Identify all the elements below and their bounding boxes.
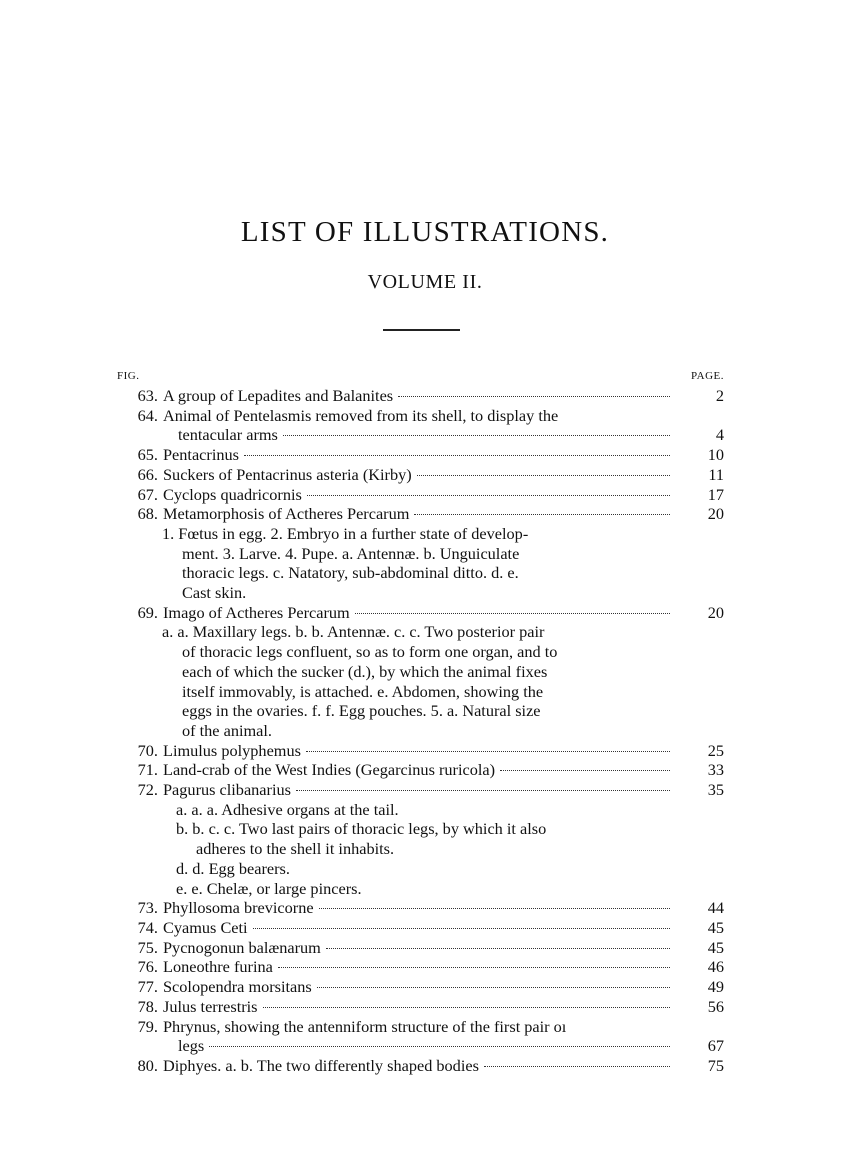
figure-caption — [163, 780, 676, 800]
description-line: of the animal. — [182, 720, 272, 740]
dot-leader — [500, 770, 670, 771]
description-line: thoracic legs. c. Natatory, sub-abdominal ditto. d. e. — [182, 563, 519, 583]
figure-number: 77. — [137, 977, 158, 997]
figure-number: 71. — [137, 760, 158, 780]
figure-caption — [163, 504, 676, 524]
title-rule — [383, 329, 460, 331]
page-number: 46 — [707, 957, 724, 977]
figure-caption — [163, 1017, 676, 1056]
page-number: 44 — [707, 898, 724, 918]
figure-number: 78. — [137, 996, 158, 1016]
figure-number: 68. — [137, 504, 158, 524]
dot-leader — [317, 987, 670, 988]
description-line: e. e. Chelæ, or large pincers. — [176, 878, 362, 898]
dot-leader — [263, 1007, 670, 1008]
page-number: 4 — [715, 425, 724, 445]
list-item — [128, 485, 724, 505]
caption-line: Phyllosoma brevicorne — [163, 898, 314, 918]
page-number: 45 — [707, 917, 724, 937]
figure-number: 73. — [137, 898, 158, 918]
dot-leader — [278, 967, 670, 968]
list-item — [128, 465, 724, 485]
caption-line: Phrynus, showing the antenniform structure of the first pair oı — [163, 1016, 567, 1036]
list-item — [128, 977, 724, 997]
dot-leader — [283, 435, 670, 436]
figure-number: 63. — [137, 386, 158, 405]
caption-line: Imago of Actheres Percarum — [163, 602, 350, 622]
list-item — [128, 504, 724, 603]
dot-leader — [209, 1046, 670, 1047]
figure-caption — [163, 760, 676, 780]
page-number: 33 — [707, 760, 724, 780]
figure-number: 75. — [137, 937, 158, 957]
figure-description — [128, 524, 724, 603]
description-line: eggs in the ovaries. f. f. Egg pouches. 5. a. Natural size — [182, 701, 541, 721]
description-line: 1. Fœtus in egg. 2. Embryo in a further state of develop- — [162, 523, 529, 543]
caption-line: legs — [178, 1036, 205, 1056]
page-title: LIST OF ILLUSTRATIONS. — [240, 216, 610, 248]
figure-number: 65. — [137, 445, 158, 465]
description-line: each of which the sucker (d.), by which the animal fixes — [182, 661, 548, 681]
list-item — [128, 445, 724, 465]
figure-caption — [163, 406, 676, 445]
caption-line: Cyclops quadricornis — [163, 484, 302, 504]
list-item — [128, 760, 724, 780]
caption-line: A group of Lepadites and Balanites — [163, 386, 394, 405]
list-item — [128, 741, 724, 761]
dot-leader — [326, 948, 670, 949]
figure-caption — [163, 938, 676, 958]
figure-number: 72. — [137, 780, 158, 800]
figure-caption — [163, 445, 676, 465]
list-item — [128, 957, 724, 977]
list-item — [128, 780, 724, 898]
dot-leader — [244, 455, 670, 456]
page-number: 45 — [707, 937, 724, 957]
figure-caption — [163, 603, 676, 623]
page-number: 56 — [707, 996, 724, 1016]
description-line: of thoracic legs confluent, so as to form one organ, and to — [182, 642, 558, 662]
page-number: 2 — [715, 386, 724, 405]
figure-caption — [163, 465, 676, 485]
page-number: 49 — [707, 977, 724, 997]
caption-line: tentacular arms — [178, 425, 278, 445]
figure-caption — [163, 997, 676, 1017]
page-number: 20 — [707, 602, 724, 622]
dot-leader — [306, 751, 670, 752]
caption-line: Animal of Pentelasmis removed from its shell, to display the — [163, 405, 559, 425]
figure-caption — [163, 485, 676, 505]
figure-description — [128, 800, 724, 899]
page-number: 20 — [707, 504, 724, 524]
figure-number: 67. — [137, 484, 158, 504]
description-line: Cast skin. — [182, 583, 247, 603]
figure-number: 64. — [137, 405, 158, 425]
caption-line: Limulus polyphemus — [163, 740, 301, 760]
list-item — [128, 1017, 724, 1056]
description-line: adheres to the shell it inhabits. — [196, 839, 395, 859]
description-line: ment. 3. Larve. 4. Pupe. a. Antennæ. b. Unguiculate — [182, 543, 520, 563]
list-item — [128, 938, 724, 958]
dot-leader — [398, 396, 670, 397]
figure-number: 69. — [137, 602, 158, 622]
caption-line: Suckers of Pentacrinus asteria (Kirby) — [163, 464, 412, 484]
figure-number: 79. — [137, 1016, 158, 1036]
page-number: 35 — [707, 780, 724, 800]
list-item — [128, 898, 724, 918]
description-line: a. a. a. Adhesive organs at the tail. — [176, 799, 399, 819]
figure-number: 76. — [137, 957, 158, 977]
list-item — [128, 603, 724, 741]
figure-caption — [163, 898, 676, 918]
list-item — [128, 997, 724, 1017]
description-line: a. a. Maxillary legs. b. b. Antennæ. c. c. Two posterior pair — [162, 622, 545, 642]
description-line: d. d. Egg bearers. — [176, 858, 290, 878]
caption-line: Land-crab of the West Indies (Gegarcinus ruricola) — [163, 760, 496, 780]
figure-caption — [163, 386, 676, 406]
page-number: 10 — [707, 445, 724, 465]
dot-leader — [253, 928, 670, 929]
page-number: 67 — [707, 1036, 724, 1056]
page-number: 25 — [707, 740, 724, 760]
figure-caption — [163, 918, 676, 938]
page-number: 17 — [707, 484, 724, 504]
caption-line: Pentacrinus — [163, 445, 239, 465]
list-item — [128, 406, 724, 445]
page-column-header: PAGE. — [691, 370, 724, 382]
dot-leader — [417, 475, 670, 476]
dot-leader — [319, 908, 670, 909]
dot-leader — [484, 1066, 670, 1067]
list-item — [128, 386, 724, 406]
page-number: 75 — [707, 1055, 724, 1075]
caption-line: Loneothre furina — [163, 957, 273, 977]
figure-number: 80. — [137, 1055, 158, 1075]
fig-column-header: FIG. — [117, 370, 140, 382]
figure-caption — [163, 1056, 676, 1076]
dot-leader — [307, 495, 670, 496]
caption-line: Cyamus Ceti — [163, 917, 248, 937]
caption-line: Metamorphosis of Actheres Percarum — [163, 504, 410, 524]
description-line: itself immovably, is attached. e. Abdomen, showing the — [182, 681, 544, 701]
figure-caption — [163, 977, 676, 997]
caption-line: Scolopendra morsitans — [163, 977, 312, 997]
figure-number: 74. — [137, 917, 158, 937]
dot-leader — [296, 790, 670, 791]
list-item — [128, 1056, 724, 1076]
list-item — [128, 918, 724, 938]
volume-heading: VOLUME II. — [367, 271, 483, 293]
page-number: 11 — [708, 464, 724, 484]
dot-leader — [414, 514, 670, 515]
figure-number: 70. — [137, 740, 158, 760]
figure-number: 66. — [137, 464, 158, 484]
figure-caption — [163, 741, 676, 761]
figure-description — [128, 622, 724, 740]
caption-line: Julus terrestris — [163, 996, 258, 1016]
caption-line: Pycnogonun balænarum — [163, 937, 321, 957]
figure-caption — [163, 957, 676, 977]
caption-line: Diphyes. a. b. The two differently shaped bodies — [163, 1055, 479, 1075]
dot-leader — [355, 613, 670, 614]
illustration-list — [128, 386, 724, 1076]
caption-line: Pagurus clibanarius — [163, 780, 291, 800]
description-line: b. b. c. c. Two last pairs of thoracic legs, by which it also — [176, 819, 547, 839]
